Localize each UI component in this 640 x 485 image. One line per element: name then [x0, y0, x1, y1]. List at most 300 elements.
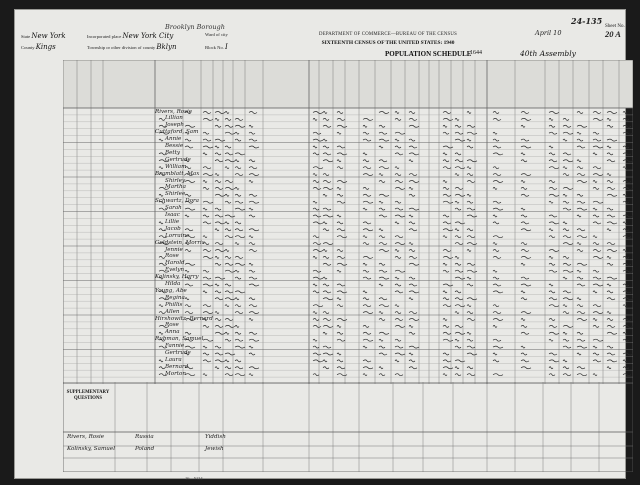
handwritten-entry-mark: [215, 125, 221, 127]
handwritten-entry-mark: [235, 132, 239, 134]
handwritten-entry-mark: [337, 325, 341, 327]
handwritten-entry-mark: [337, 118, 345, 120]
handwritten-entry-mark: [455, 160, 463, 162]
handwritten-entry-mark: [521, 111, 529, 113]
handwritten-entry-mark: [623, 263, 631, 265]
handwritten-entry-mark: [593, 339, 603, 341]
handwritten-entry-mark: [249, 270, 255, 272]
person-name: Lorraine: [165, 232, 190, 239]
handwritten-entry-mark: [563, 201, 569, 203]
handwritten-entry-mark: [363, 167, 371, 169]
handwritten-entry-mark: [313, 284, 317, 286]
handwritten-entry-mark: [607, 312, 611, 314]
handwritten-entry-mark: [521, 187, 527, 189]
handwritten-entry-mark: [249, 243, 255, 245]
person-name: Hirshowitz, Bernard: [155, 315, 213, 322]
handwritten-entry-mark: [313, 270, 321, 272]
handwritten-entry-mark: [467, 243, 477, 245]
handwritten-entry-mark: [395, 111, 399, 113]
handwritten-entry-mark: [607, 139, 617, 141]
handwritten-entry-mark: [493, 153, 503, 155]
county-field: [21, 43, 56, 51]
handwritten-entry-mark: [235, 346, 245, 348]
handwritten-entry-mark: [577, 139, 583, 141]
person-name: Gertrude: [165, 156, 191, 163]
handwritten-entry-mark: [185, 263, 195, 265]
handwritten-entry-mark: [493, 215, 497, 217]
handwritten-entry-mark: [313, 249, 323, 251]
handwritten-entry-mark: [577, 284, 585, 286]
handwritten-entry-mark: [563, 167, 567, 169]
incorporated-field: [87, 32, 173, 40]
handwritten-entry-mark: [323, 312, 329, 314]
handwritten-entry-mark: [337, 305, 343, 307]
handwritten-entry-mark: [455, 139, 465, 141]
handwritten-entry-mark: [467, 305, 471, 307]
handwritten-entry-mark: [323, 187, 333, 189]
incorporated-value: New York City: [122, 32, 174, 40]
handwritten-entry-mark: [323, 291, 331, 293]
handwritten-entry-mark: [203, 146, 213, 148]
county-value: Kings: [35, 43, 56, 51]
person-name: Martha: [165, 184, 186, 191]
handwritten-entry-mark: [623, 180, 631, 182]
handwritten-entry-mark: [159, 167, 163, 169]
handwritten-entry-mark: [337, 256, 345, 258]
handwritten-entry-mark: [563, 243, 573, 245]
handwritten-entry-mark: [623, 215, 633, 217]
handwritten-entry-mark: [521, 222, 529, 224]
handwritten-entry-mark: [249, 194, 257, 196]
person-name: Phillis: [165, 301, 183, 308]
handwritten-entry-mark: [521, 174, 531, 176]
handwritten-entry-mark: [607, 180, 613, 182]
handwritten-entry-mark: [249, 332, 257, 334]
person-name: Rose: [165, 253, 179, 260]
block-field: [205, 43, 228, 51]
handwritten-entry-mark: [563, 374, 571, 376]
handwritten-entry-mark: [549, 291, 555, 293]
handwritten-entry-mark: [235, 243, 239, 245]
handwritten-entry-mark: [467, 312, 473, 314]
handwritten-entry-mark: [493, 174, 501, 176]
handwritten-entry-mark: [623, 318, 631, 320]
handwritten-entry-mark: [235, 277, 241, 279]
handwritten-entry-mark: [623, 291, 631, 293]
handwritten-entry-mark: [323, 111, 327, 113]
handwritten-entry-mark: [577, 277, 583, 279]
handwritten-entry-mark: [593, 291, 597, 293]
handwritten-entry-mark: [455, 332, 465, 334]
handwritten-entry-mark: [185, 298, 189, 300]
handwritten-entry-mark: [363, 236, 367, 238]
handwritten-entry-mark: [323, 118, 329, 120]
handwritten-entry-mark: [215, 111, 225, 113]
handwritten-entry-mark: [379, 160, 387, 162]
handwritten-entry-mark: [443, 367, 453, 369]
person-name: Jennie: [165, 246, 183, 253]
handwritten-entry-mark: [363, 291, 367, 293]
handwritten-entry-mark: [409, 291, 419, 293]
handwritten-entry-mark: [313, 187, 321, 189]
handwritten-entry-mark: [493, 284, 501, 286]
handwritten-entry-mark: [249, 339, 259, 341]
handwritten-entry-mark: [521, 194, 529, 196]
handwritten-entry-mark: [395, 118, 401, 120]
handwritten-entry-mark: [215, 256, 219, 258]
handwritten-entry-mark: [323, 249, 327, 251]
handwritten-entry-mark: [337, 187, 341, 189]
handwritten-entry-mark: [493, 325, 497, 327]
handwritten-entry-mark: [443, 153, 447, 155]
handwritten-entry-mark: [379, 339, 383, 341]
handwritten-entry-mark: [225, 180, 233, 182]
handwritten-entry-mark: [363, 339, 373, 341]
handwritten-entry-mark: [549, 160, 557, 162]
handwritten-entry-mark: [521, 125, 525, 127]
handwritten-entry-mark: [235, 312, 243, 314]
township-label: Township or other division of county: [87, 45, 156, 50]
handwritten-entry-mark: [215, 194, 225, 196]
supplementary-column-rules: [115, 382, 599, 472]
handwritten-entry-mark: [549, 180, 555, 182]
handwritten-entry-mark: [549, 229, 553, 231]
handwritten-entry-mark: [249, 139, 257, 141]
census-title: SIXTEENTH CENSUS OF THE UNITED STATES: 1940: [321, 40, 455, 46]
handwritten-entry-mark: [467, 167, 471, 169]
handwritten-entry-mark: [577, 174, 585, 176]
handwritten-entry-mark: [379, 139, 389, 141]
handwritten-entry-mark: [493, 256, 501, 258]
handwritten-entry-mark: [593, 208, 597, 210]
handwritten-entry-mark: [443, 222, 451, 224]
handwritten-entry-mark: [337, 229, 345, 231]
handwritten-entry-mark: [159, 139, 163, 141]
handwritten-entry-mark: [379, 243, 387, 245]
handwritten-entry-mark: [235, 291, 245, 293]
handwritten-entry-mark: [337, 146, 345, 148]
handwritten-entry-mark: [185, 249, 191, 251]
handwritten-entry-mark: [493, 305, 499, 307]
handwritten-entry-mark: [323, 208, 331, 210]
handwritten-entry-mark: [521, 243, 527, 245]
ed-number: 24-135: [571, 16, 603, 26]
handwritten-entry-mark: [235, 194, 241, 196]
handwritten-entry-mark: [443, 229, 453, 231]
brooklyn-stamp: Brooklyn Borough: [165, 23, 225, 31]
handwritten-entry-mark: [313, 215, 321, 217]
handwritten-entry-mark: [409, 160, 413, 162]
handwritten-entry-mark: [395, 208, 403, 210]
handwritten-entry-mark: [455, 187, 463, 189]
person-name: Schwartz, Dora: [155, 198, 199, 205]
handwritten-entry-mark: [249, 167, 257, 169]
handwritten-entry-mark: [577, 132, 581, 134]
handwritten-entry-mark: [235, 153, 245, 155]
handwritten-entry-mark: [337, 367, 345, 369]
handwritten-entry-mark: [593, 312, 603, 314]
handwritten-entry-mark: [467, 346, 475, 348]
handwritten-entry-mark: [623, 284, 629, 286]
handwritten-entry-mark: [395, 132, 405, 134]
person-name: Fannie: [165, 343, 185, 350]
handwritten-entry-mark: [409, 153, 419, 155]
handwritten-entry-mark: [395, 153, 403, 155]
handwritten-entry-mark: [521, 215, 527, 217]
handwritten-entry-mark: [313, 132, 321, 134]
handwritten-entry-mark: [623, 222, 627, 224]
handwritten-entry-mark: [203, 180, 207, 182]
handwritten-entry-mark: [467, 277, 471, 279]
handwritten-entry-mark: [313, 312, 317, 314]
handwritten-entry-mark: [467, 180, 475, 182]
handwritten-entry-mark: [235, 208, 245, 210]
handwritten-entry-mark: [203, 312, 213, 314]
handwritten-entry-mark: [225, 291, 233, 293]
handwritten-entry-mark: [313, 222, 323, 224]
handwritten-entry-mark: [467, 201, 473, 203]
handwritten-entry-mark: [159, 222, 163, 224]
handwritten-entry-mark: [249, 215, 255, 217]
handwritten-entry-mark: [521, 332, 529, 334]
handwritten-entry-mark: [249, 249, 257, 251]
handwritten-entry-mark: [395, 167, 399, 169]
handwritten-entry-mark: [549, 256, 553, 258]
handwritten-entry-mark: [235, 256, 243, 258]
handwritten-entry-mark: [577, 236, 587, 238]
handwritten-entry-mark: [225, 325, 235, 327]
handwritten-entry-mark: [235, 325, 239, 327]
handwritten-entry-mark: [593, 284, 603, 286]
handwritten-entry-mark: [215, 367, 219, 369]
handwritten-entry-mark: [493, 339, 501, 341]
handwritten-entry-mark: [337, 201, 345, 203]
handwritten-entry-mark: [563, 118, 569, 120]
handwritten-entry-mark: [493, 201, 501, 203]
handwritten-entry-mark: [493, 180, 503, 182]
person-name: Jacob: [165, 225, 181, 232]
handwritten-entry-mark: [159, 305, 163, 307]
handwritten-entry-mark: [379, 249, 389, 251]
handwritten-entry-mark: [563, 263, 571, 265]
handwritten-entry-mark: [577, 318, 587, 320]
census-sheet: [14, 9, 626, 479]
handwritten-entry-mark: [521, 180, 525, 182]
handwritten-entry-mark: [593, 201, 603, 203]
handwritten-entry-mark: [443, 180, 447, 182]
handwritten-entry-mark: [443, 339, 453, 341]
handwritten-entry-mark: [467, 284, 473, 286]
handwritten-entry-mark: [493, 353, 497, 355]
handwritten-entry-mark: [379, 270, 387, 272]
handwritten-entry-mark: [409, 325, 413, 327]
handwritten-entry-mark: [323, 215, 333, 217]
handwritten-entry-mark: [521, 284, 531, 286]
handwritten-entry-mark: [563, 346, 571, 348]
handwritten-entry-mark: [455, 298, 463, 300]
handwritten-entry-mark: [249, 298, 255, 300]
handwritten-entry-mark: [185, 146, 193, 148]
handwritten-entry-mark: [395, 277, 399, 279]
handwritten-entry-mark: [363, 222, 371, 224]
person-name: Kolinsky, Harry: [155, 274, 199, 281]
handwritten-entry-mark: [203, 153, 207, 155]
handwritten-entry-mark: [443, 118, 453, 120]
handwritten-entry-mark: [607, 284, 611, 286]
handwritten-entry-mark: [323, 277, 327, 279]
handwritten-entry-mark: [493, 249, 499, 251]
handwritten-entry-mark: [235, 332, 241, 334]
handwritten-entry-mark: [313, 139, 323, 141]
handwritten-entry-mark: [185, 139, 191, 141]
handwritten-entry-mark: [455, 118, 459, 120]
handwritten-entry-mark: [443, 146, 453, 148]
handwritten-entry-mark: [577, 180, 587, 182]
handwritten-entry-mark: [215, 187, 223, 189]
handwritten-entry-mark: [235, 125, 245, 127]
handwritten-entry-mark: [549, 332, 559, 334]
handwritten-entry-mark: [249, 229, 259, 231]
handwritten-entry-mark: [593, 353, 599, 355]
handwritten-entry-mark: [215, 229, 219, 231]
handwritten-entry-mark: [549, 339, 553, 341]
handwritten-entry-mark: [235, 229, 243, 231]
handwritten-entry-mark: [521, 353, 527, 355]
handwritten-entry-mark: [379, 332, 389, 334]
handwritten-entry-mark: [185, 125, 195, 127]
handwritten-entry-mark: [337, 236, 347, 238]
person-name: Lillian: [165, 115, 183, 122]
handwritten-entry-mark: [593, 111, 601, 113]
handwritten-entry-mark: [455, 339, 459, 341]
handwritten-entry-mark: [203, 111, 211, 113]
handwritten-entry-mark: [225, 215, 235, 217]
handwritten-entry-mark: [215, 325, 223, 327]
handwritten-entry-mark: [185, 270, 189, 272]
handwritten-entry-mark: [225, 263, 233, 265]
handwritten-entry-mark: [623, 153, 631, 155]
handwritten-entry-mark: [337, 160, 341, 162]
handwritten-entry-mark: [379, 346, 385, 348]
handwritten-entry-mark: [593, 132, 599, 134]
handwritten-entry-mark: [313, 325, 321, 327]
handwritten-entry-mark: [493, 118, 501, 120]
handwritten-entry-mark: [577, 146, 585, 148]
handwritten-entry-mark: [225, 146, 231, 148]
handwritten-entry-mark: [409, 215, 413, 217]
handwritten-entry-mark: [623, 374, 631, 376]
handwritten-entry-mark: [577, 367, 585, 369]
handwritten-entry-mark: [623, 146, 629, 148]
handwritten-entry-mark: [549, 132, 557, 134]
handwritten-entry-mark: [607, 174, 611, 176]
handwritten-entry-mark: [623, 256, 629, 258]
person-name: Rivers, Rosie: [155, 108, 193, 115]
handwritten-entry-mark: [593, 374, 597, 376]
handwritten-entry-mark: [593, 180, 597, 182]
handwritten-entry-mark: [409, 194, 415, 196]
person-name: Shirley: [165, 177, 186, 184]
handwritten-entry-mark: [323, 298, 333, 300]
handwritten-entry-mark: [493, 277, 499, 279]
handwritten-entry-mark: [455, 153, 461, 155]
handwritten-entry-mark: [159, 194, 163, 196]
handwritten-entry-mark: [577, 374, 587, 376]
handwritten-entry-mark: [395, 339, 401, 341]
handwritten-entry-mark: [225, 249, 229, 251]
handwritten-entry-mark: [521, 139, 529, 141]
handwritten-entry-mark: [455, 346, 461, 348]
handwritten-entry-mark: [521, 346, 525, 348]
person-name: Harold: [165, 260, 185, 267]
handwritten-entry-mark: [607, 277, 617, 279]
handwritten-entry-mark: [323, 318, 331, 320]
handwritten-entry-mark: [593, 318, 597, 320]
handwritten-entry-mark: [443, 353, 449, 355]
handwritten-entry-mark: [607, 256, 611, 258]
handwritten-entry-mark: [549, 325, 557, 327]
handwritten-entry-mark: [607, 353, 615, 355]
handwritten-entry-mark: [313, 118, 317, 120]
person-name: Sarah: [165, 205, 182, 212]
handwritten-entry-mark: [225, 367, 231, 369]
row-rules: [63, 108, 633, 384]
handwritten-entry-mark: [215, 298, 223, 300]
sheet-label: Sheet No.: [605, 24, 625, 29]
handwritten-entry-mark: [455, 263, 461, 265]
ward-field: [205, 32, 228, 37]
handwritten-entry-mark: [521, 229, 531, 231]
handwritten-entry-mark: [521, 360, 529, 362]
handwritten-entry-mark: [363, 346, 367, 348]
handwritten-entry-mark: [225, 236, 233, 238]
person-name: Lillie: [165, 218, 180, 225]
handwritten-entry-mark: [467, 270, 477, 272]
handwritten-entry-mark: [443, 125, 447, 127]
handwritten-entry-mark: [323, 332, 327, 334]
handwritten-entry-mark: [549, 353, 557, 355]
column-header-band: [63, 60, 633, 108]
handwritten-entry-mark: [409, 256, 417, 258]
handwritten-entry-mark: [443, 132, 449, 134]
handwritten-entry-mark: [455, 243, 463, 245]
handwritten-entry-mark: [159, 360, 163, 362]
handwritten-entry-mark: [337, 270, 341, 272]
handwritten-entry-mark: [607, 298, 615, 300]
handwritten-entry-mark: [215, 360, 225, 362]
handwritten-entry-mark: [337, 360, 343, 362]
handwritten-entry-mark: [409, 249, 415, 251]
handwritten-entry-mark: [215, 180, 221, 182]
handwritten-entry-mark: [249, 284, 259, 286]
handwritten-entry-mark: [313, 236, 319, 238]
handwritten-entry-mark: [607, 325, 615, 327]
handwritten-entry-mark: [235, 298, 239, 300]
handwritten-entry-mark: [521, 160, 527, 162]
handwritten-entry-mark: [521, 146, 531, 148]
handwritten-entry-mark: [563, 360, 567, 362]
township-field: [87, 43, 176, 51]
handwritten-entry-mark: [521, 298, 527, 300]
handwritten-entry-mark: [593, 153, 597, 155]
handwritten-entry-mark: [607, 111, 617, 113]
handwritten-entry-mark: [549, 201, 553, 203]
handwritten-entry-mark: [467, 263, 475, 265]
handwritten-entry-mark: [395, 201, 401, 203]
handwritten-entry-mark: [607, 222, 617, 224]
township-value: Bklyn: [156, 43, 177, 51]
handwritten-entry-mark: [493, 291, 503, 293]
